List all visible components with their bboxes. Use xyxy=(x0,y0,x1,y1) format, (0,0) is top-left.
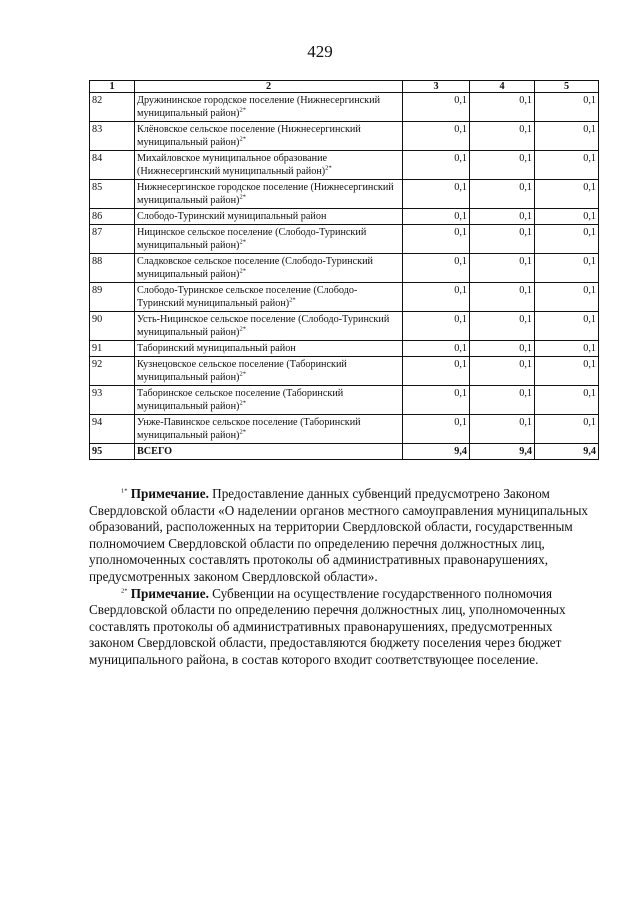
table-row xyxy=(90,341,599,357)
municipality-name-cell xyxy=(135,225,403,254)
value-cell-col4: 0,1 xyxy=(470,386,535,415)
total-value-col4: 9,4 xyxy=(470,444,535,460)
column-header: 1 xyxy=(90,81,135,93)
table-row xyxy=(90,283,599,312)
footnote-reference: 2* xyxy=(239,325,246,333)
value-cell-col5: 0,1 xyxy=(535,122,599,151)
value-cell-col5: 0,1 xyxy=(535,151,599,180)
footnote-1 xyxy=(89,486,599,586)
total-row xyxy=(90,444,599,460)
municipality-name: Таборинский муниципальный район xyxy=(137,343,296,354)
table-row xyxy=(90,386,599,415)
footnote-label: Примечание. xyxy=(130,585,209,601)
subsidy-table xyxy=(89,80,599,460)
table-row xyxy=(90,254,599,283)
total-value-col3: 9,4 xyxy=(403,444,470,460)
footnote-text: Субвенции на осуществление государственного полномочия Свердловской области по определению перечня должностных лиц, уполномоченных составлять протоколы об административных правонарушениях, предусмотренных законом Свердловской области, предоставляются бюджету поселения через бюджет муниципального района, в состав которого входит соответствующее поселение. xyxy=(89,585,566,667)
footnote-mark: 1* xyxy=(121,487,128,495)
municipality-name: Сладковское сельское поселение (Слободо-Туринский муниципальный район) xyxy=(137,256,373,280)
value-cell-col4: 0,1 xyxy=(470,254,535,283)
value-cell-col4: 0,1 xyxy=(470,341,535,357)
row-number-cell: 90 xyxy=(90,312,135,341)
value-cell-col3: 0,1 xyxy=(403,225,470,254)
municipality-name: Дружининское городское поселение (Нижнесергинский муниципальный район) xyxy=(137,95,381,119)
column-header: 5 xyxy=(535,81,599,93)
table-row xyxy=(90,415,599,444)
table-row xyxy=(90,357,599,386)
total-value-col5: 9,4 xyxy=(535,444,599,460)
page-number: 429 xyxy=(307,42,333,61)
footnote-reference: 2* xyxy=(239,193,246,201)
municipality-name-cell xyxy=(135,180,403,209)
footnote-reference: 2* xyxy=(239,370,246,378)
row-number-cell: 89 xyxy=(90,283,135,312)
value-cell-col3: 0,1 xyxy=(403,151,470,180)
municipality-name: Слободо-Туринское сельское поселение (Слободо-Туринский муниципальный район) xyxy=(137,285,358,309)
municipality-name-cell xyxy=(135,357,403,386)
row-number-cell: 92 xyxy=(90,357,135,386)
table-row xyxy=(90,122,599,151)
value-cell-col5: 0,1 xyxy=(535,312,599,341)
notes-section xyxy=(89,486,599,669)
column-header: 3 xyxy=(403,81,470,93)
row-number-cell: 87 xyxy=(90,225,135,254)
footnote-text: Предоставление данных субвенций предусмотрено Законом Свердловской области «О наделении органов местного самоуправления муниципальных образований, расположенных на территории Свердловской области, государственным полномочием Свердловской области по определению перечня должностных лиц, уполномоченных составлять протоколы об административных правонарушениях, предусмотренных законом Свердловской области». xyxy=(89,486,589,584)
footnote-mark: 2* xyxy=(121,587,128,595)
municipality-name: Ницинское сельское поселение (Слободо-Туринский муниципальный район) xyxy=(137,227,367,251)
value-cell-col3: 0,1 xyxy=(403,122,470,151)
total-label-cell: ВСЕГО xyxy=(135,444,403,460)
value-cell-col4: 0,1 xyxy=(470,312,535,341)
footnote-label: Примечание. xyxy=(130,486,209,501)
footnote-2 xyxy=(89,586,599,669)
footnote-reference: 2* xyxy=(239,399,246,407)
value-cell-col3: 0,1 xyxy=(403,180,470,209)
value-cell-col5: 0,1 xyxy=(535,254,599,283)
table-row xyxy=(90,312,599,341)
footnote-reference: 2* xyxy=(239,428,246,436)
municipality-name-cell xyxy=(135,415,403,444)
value-cell-col3: 0,1 xyxy=(403,209,470,225)
row-number-cell: 88 xyxy=(90,254,135,283)
footnote-reference: 2* xyxy=(289,296,296,304)
value-cell-col3: 0,1 xyxy=(403,386,470,415)
municipality-name: Кузнецовское сельское поселение (Таборинский муниципальный район) xyxy=(137,359,347,383)
value-cell-col4: 0,1 xyxy=(470,283,535,312)
value-cell-col3: 0,1 xyxy=(403,254,470,283)
value-cell-col4: 0,1 xyxy=(470,151,535,180)
value-cell-col3: 0,1 xyxy=(403,283,470,312)
value-cell-col4: 0,1 xyxy=(470,180,535,209)
row-number-cell: 95 xyxy=(90,444,135,460)
value-cell-col5: 0,1 xyxy=(535,386,599,415)
table-row xyxy=(90,151,599,180)
municipality-name: Усть-Ницинское сельское поселение (Слободо-Туринский муниципальный район) xyxy=(137,314,390,338)
table-row xyxy=(90,180,599,209)
row-number-cell: 86 xyxy=(90,209,135,225)
table-header-row xyxy=(90,81,599,93)
value-cell-col5: 0,1 xyxy=(535,180,599,209)
footnote-reference: 2* xyxy=(325,164,332,172)
municipality-name-cell xyxy=(135,283,403,312)
municipality-name-cell xyxy=(135,312,403,341)
value-cell-col3: 0,1 xyxy=(403,312,470,341)
value-cell-col5: 0,1 xyxy=(535,93,599,122)
municipality-name-cell xyxy=(135,341,403,357)
row-number-cell: 94 xyxy=(90,415,135,444)
column-header: 4 xyxy=(470,81,535,93)
municipality-name: Унже-Павинское сельское поселение (Таборинский муниципальный район) xyxy=(137,417,361,441)
footnote-reference: 2* xyxy=(239,238,246,246)
value-cell-col5: 0,1 xyxy=(535,357,599,386)
table-body xyxy=(90,93,599,460)
municipality-name: Таборинское сельское поселение (Таборинский муниципальный район) xyxy=(137,388,344,412)
municipality-name-cell xyxy=(135,209,403,225)
value-cell-col3: 0,1 xyxy=(403,93,470,122)
municipality-name: Михайловское муниципальное образование (Нижнесергинский муниципальный район) xyxy=(137,153,328,177)
row-number-cell: 91 xyxy=(90,341,135,357)
municipality-name-cell xyxy=(135,151,403,180)
table-row xyxy=(90,225,599,254)
footnote-reference: 2* xyxy=(239,106,246,114)
municipality-name-cell xyxy=(135,122,403,151)
value-cell-col4: 0,1 xyxy=(470,415,535,444)
municipality-name-cell xyxy=(135,93,403,122)
value-cell-col5: 0,1 xyxy=(535,209,599,225)
footnote-reference: 2* xyxy=(239,267,246,275)
value-cell-col4: 0,1 xyxy=(470,122,535,151)
row-number-cell: 82 xyxy=(90,93,135,122)
value-cell-col5: 0,1 xyxy=(535,225,599,254)
row-number-cell: 85 xyxy=(90,180,135,209)
value-cell-col5: 0,1 xyxy=(535,341,599,357)
municipality-name: Слободо-Туринский муниципальный район xyxy=(137,211,327,222)
value-cell-col4: 0,1 xyxy=(470,225,535,254)
table-row xyxy=(90,209,599,225)
table-row xyxy=(90,93,599,122)
value-cell-col3: 0,1 xyxy=(403,415,470,444)
value-cell-col5: 0,1 xyxy=(535,283,599,312)
value-cell-col3: 0,1 xyxy=(403,341,470,357)
value-cell-col4: 0,1 xyxy=(470,357,535,386)
value-cell-col5: 0,1 xyxy=(535,415,599,444)
municipality-name-cell xyxy=(135,254,403,283)
municipality-name: Клёновское сельское поселение (Нижнесергинский муниципальный район) xyxy=(137,124,361,148)
municipality-name-cell xyxy=(135,386,403,415)
value-cell-col4: 0,1 xyxy=(470,93,535,122)
value-cell-col4: 0,1 xyxy=(470,209,535,225)
row-number-cell: 93 xyxy=(90,386,135,415)
footnote-reference: 2* xyxy=(239,135,246,143)
row-number-cell: 84 xyxy=(90,151,135,180)
municipality-name: Нижнесергинское городское поселение (Нижнесергинский муниципальный район) xyxy=(137,182,394,206)
column-header: 2 xyxy=(135,81,403,93)
value-cell-col3: 0,1 xyxy=(403,357,470,386)
row-number-cell: 83 xyxy=(90,122,135,151)
